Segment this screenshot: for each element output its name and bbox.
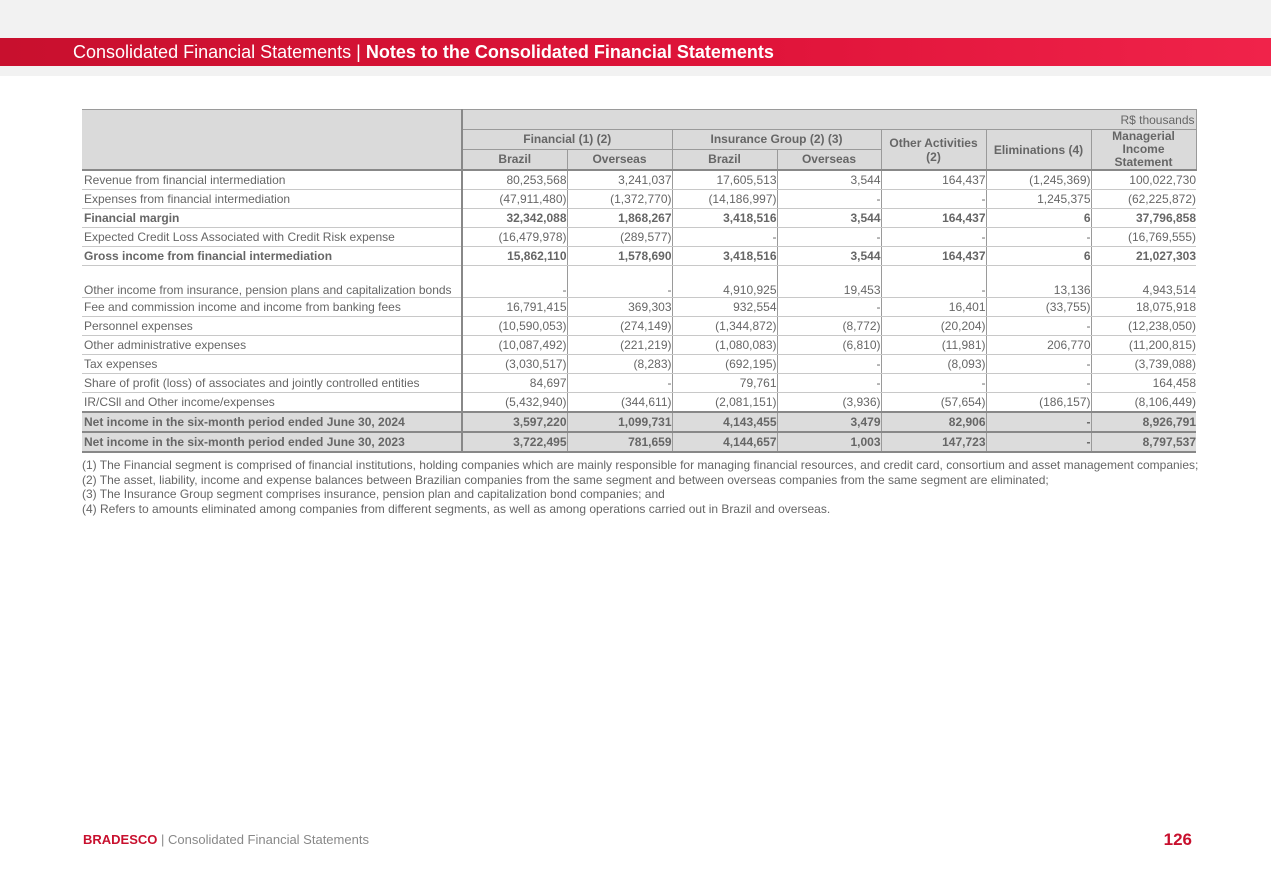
row-value: 13,136 xyxy=(986,266,1091,298)
row-value: 1,003 xyxy=(777,432,881,452)
row-value: - xyxy=(986,374,1091,393)
row-label: Expected Credit Loss Associated with Credit Risk expense xyxy=(82,228,462,247)
row-value: (11,200,815) xyxy=(1091,336,1196,355)
row-label: Expenses from financial intermediation xyxy=(82,190,462,209)
row-label: IR/CSll and Other income/expenses xyxy=(82,393,462,413)
units-row xyxy=(82,110,1196,130)
section-header xyxy=(0,38,1271,66)
table-row xyxy=(82,432,1196,452)
row-value: 3,597,220 xyxy=(462,412,567,432)
group-insurance: Insurance Group (2) (3) xyxy=(672,130,881,150)
row-value: - xyxy=(986,432,1091,452)
row-value: - xyxy=(777,355,881,374)
row-value: 1,868,267 xyxy=(567,209,672,228)
row-value: - xyxy=(777,298,881,317)
row-value: (221,219) xyxy=(567,336,672,355)
footer-separator: | xyxy=(161,832,165,847)
row-value: (3,030,517) xyxy=(462,355,567,374)
row-value: - xyxy=(881,190,986,209)
row-value: 3,544 xyxy=(777,247,881,266)
footnote-3: (3) The Insurance Group segment comprises insurance, pension plan and capitalization bond companies; and xyxy=(82,487,665,501)
row-value: 79,761 xyxy=(672,374,777,393)
row-value: (8,283) xyxy=(567,355,672,374)
row-value: (47,911,480) xyxy=(462,190,567,209)
row-value: 3,418,516 xyxy=(672,209,777,228)
row-value: - xyxy=(881,374,986,393)
footnote-4: (4) Refers to amounts eliminated among companies from different segments, as well as among operations carried out in Brazil and overseas. xyxy=(82,501,831,516)
row-label: Other administrative expenses xyxy=(82,336,462,355)
row-value: - xyxy=(777,190,881,209)
row-value: 4,144,657 xyxy=(672,432,777,452)
row-value: 6 xyxy=(986,209,1091,228)
group-financial: Financial (1) (2) xyxy=(462,130,672,150)
footer-text: Consolidated Financial Statements xyxy=(168,832,369,847)
row-label: Net income in the six-month period ended June 30, 2024 xyxy=(82,412,462,432)
row-value: 4,910,925 xyxy=(672,266,777,298)
row-value: - xyxy=(986,317,1091,336)
row-value: - xyxy=(672,228,777,247)
row-value: - xyxy=(881,228,986,247)
group-eliminations: Eliminations (4) xyxy=(986,130,1091,171)
row-value: 369,303 xyxy=(567,298,672,317)
row-value: (8,093) xyxy=(881,355,986,374)
row-label: Financial margin xyxy=(82,209,462,228)
row-value: 164,437 xyxy=(881,247,986,266)
row-value: - xyxy=(986,355,1091,374)
row-value: 6 xyxy=(986,247,1091,266)
row-value: 932,554 xyxy=(672,298,777,317)
row-value: 164,437 xyxy=(881,209,986,228)
row-value: 781,659 xyxy=(567,432,672,452)
footer-brand: BRADESCO xyxy=(83,832,158,847)
group-managerial: Managerial Income Statement xyxy=(1091,130,1196,171)
row-value: (274,149) xyxy=(567,317,672,336)
row-value: 32,342,088 xyxy=(462,209,567,228)
row-value: 8,926,791 xyxy=(1091,412,1196,432)
row-value: 147,723 xyxy=(881,432,986,452)
row-value: 3,544 xyxy=(777,209,881,228)
row-value: 18,075,918 xyxy=(1091,298,1196,317)
row-value: (8,772) xyxy=(777,317,881,336)
footnote-2: (2) The asset, liability, income and expense balances between Brazilian companies from the same segment and between overseas companies from the same segment are eliminated; xyxy=(82,472,1049,487)
row-value: 164,437 xyxy=(881,170,986,190)
table-row xyxy=(82,374,1196,393)
row-value: (10,087,492) xyxy=(462,336,567,355)
header-title: Consolidated Financial Statements | Notes to the Consolidated Financial Statements xyxy=(73,42,774,62)
row-value: (57,654) xyxy=(881,393,986,413)
row-value: - xyxy=(777,228,881,247)
row-value: (62,225,872) xyxy=(1091,190,1196,209)
row-value: (1,372,770) xyxy=(567,190,672,209)
row-value: 4,943,514 xyxy=(1091,266,1196,298)
row-value: 3,241,037 xyxy=(567,170,672,190)
footer-caption xyxy=(83,832,369,847)
table-row xyxy=(82,336,1196,355)
row-value: (692,195) xyxy=(672,355,777,374)
table-body xyxy=(82,170,1196,452)
header-bottom-strip xyxy=(0,66,1271,76)
row-value: 19,453 xyxy=(777,266,881,298)
row-value: 21,027,303 xyxy=(1091,247,1196,266)
row-value: 4,143,455 xyxy=(672,412,777,432)
row-label: Revenue from financial intermediation xyxy=(82,170,462,190)
row-label: Personnel expenses xyxy=(82,317,462,336)
units-label: R$ thousands xyxy=(462,110,1196,130)
row-value: 100,022,730 xyxy=(1091,170,1196,190)
row-label: Net income in the six-month period ended June 30, 2023 xyxy=(82,432,462,452)
row-value: 84,697 xyxy=(462,374,567,393)
row-value: 8,797,537 xyxy=(1091,432,1196,452)
row-value: (33,755) xyxy=(986,298,1091,317)
row-value: (20,204) xyxy=(881,317,986,336)
row-value: (1,245,369) xyxy=(986,170,1091,190)
row-value: 1,099,731 xyxy=(567,412,672,432)
row-value: (10,590,053) xyxy=(462,317,567,336)
top-strip xyxy=(0,0,1271,38)
row-value: 3,722,495 xyxy=(462,432,567,452)
row-value: 80,253,568 xyxy=(462,170,567,190)
table-row xyxy=(82,247,1196,266)
table-row xyxy=(82,393,1196,413)
row-value: 16,791,415 xyxy=(462,298,567,317)
row-value: (11,981) xyxy=(881,336,986,355)
row-value: 37,796,858 xyxy=(1091,209,1196,228)
table-row xyxy=(82,298,1196,317)
subheader-financial-brazil: Brazil xyxy=(462,149,567,170)
table-row xyxy=(82,190,1196,209)
row-value: 3,544 xyxy=(777,170,881,190)
row-label: Gross income from financial intermediation xyxy=(82,247,462,266)
row-value: (344,611) xyxy=(567,393,672,413)
table-row xyxy=(82,355,1196,374)
row-value: - xyxy=(567,374,672,393)
table-row xyxy=(82,317,1196,336)
table-row xyxy=(82,228,1196,247)
row-value: - xyxy=(777,374,881,393)
row-value: (6,810) xyxy=(777,336,881,355)
row-value: 17,605,513 xyxy=(672,170,777,190)
row-value: (16,769,555) xyxy=(1091,228,1196,247)
footnote-1: (1) The Financial segment is comprised of financial institutions, holding companies which are mainly responsible for managing financial resources, and credit card, consortium and asset management companies; xyxy=(82,458,1199,472)
row-value: (186,157) xyxy=(986,393,1091,413)
group-other-activities: Other Activities (2) xyxy=(881,130,986,171)
row-value: - xyxy=(462,266,567,298)
row-value: - xyxy=(986,412,1091,432)
row-value: (12,238,050) xyxy=(1091,317,1196,336)
row-label: Fee and commission income and income from banking fees xyxy=(82,298,462,317)
table-row xyxy=(82,209,1196,228)
row-value: (2,081,151) xyxy=(672,393,777,413)
row-label: Other income from insurance, pension plans and capitalization bonds xyxy=(82,266,462,298)
row-value: 3,479 xyxy=(777,412,881,432)
page-number: 126 xyxy=(1163,830,1192,849)
row-value: - xyxy=(567,266,672,298)
row-value: (1,344,872) xyxy=(672,317,777,336)
row-label: Share of profit (loss) of associates and jointly controlled entities xyxy=(82,374,462,393)
subheader-insurance-brazil: Brazil xyxy=(672,149,777,170)
row-value: 1,578,690 xyxy=(567,247,672,266)
row-value: 164,458 xyxy=(1091,374,1196,393)
header-subtitle: Notes to the Consolidated Financial Statements xyxy=(365,42,774,62)
subheader-financial-overseas: Overseas xyxy=(567,149,672,170)
row-value: 206,770 xyxy=(986,336,1091,355)
table-row xyxy=(82,170,1196,190)
row-value: 82,906 xyxy=(881,412,986,432)
row-value: - xyxy=(986,228,1091,247)
row-value: 3,418,516 xyxy=(672,247,777,266)
segment-income-table xyxy=(82,109,1197,453)
row-value: (5,432,940) xyxy=(462,393,567,413)
table-row xyxy=(82,266,1196,298)
row-value: (3,739,088) xyxy=(1091,355,1196,374)
row-value: (3,936) xyxy=(777,393,881,413)
footnotes xyxy=(82,458,1212,516)
row-label: Tax expenses xyxy=(82,355,462,374)
row-value: 1,245,375 xyxy=(986,190,1091,209)
row-value: (289,577) xyxy=(567,228,672,247)
row-value: 16,401 xyxy=(881,298,986,317)
table-row xyxy=(82,412,1196,432)
row-value: (1,080,083) xyxy=(672,336,777,355)
subheader-insurance-overseas: Overseas xyxy=(777,149,881,170)
row-value: (8,106,449) xyxy=(1091,393,1196,413)
row-label-header xyxy=(82,110,462,171)
row-value: (16,479,978) xyxy=(462,228,567,247)
row-value: (14,186,997) xyxy=(672,190,777,209)
row-value: - xyxy=(881,266,986,298)
row-value: 15,862,110 xyxy=(462,247,567,266)
